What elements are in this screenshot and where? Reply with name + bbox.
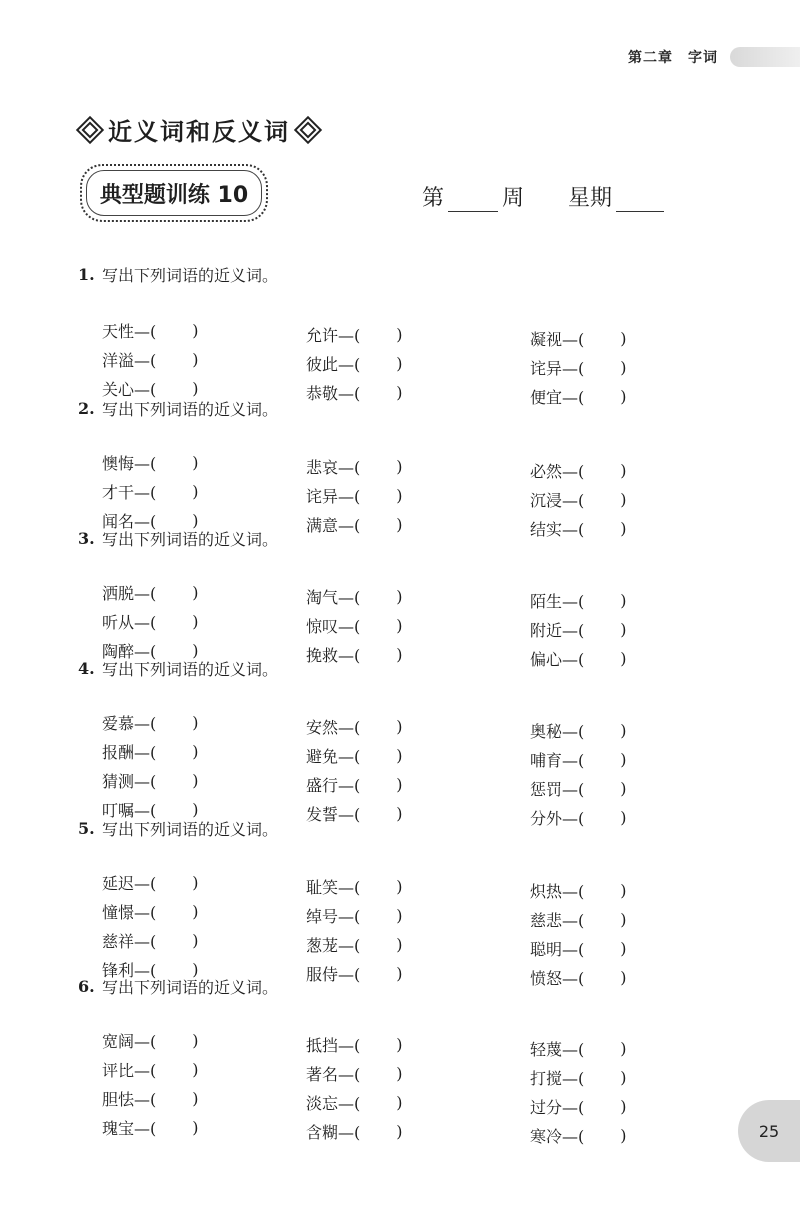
answer-blank-close: ) — [192, 930, 199, 950]
synonym-item[interactable] — [306, 1061, 403, 1085]
synonym-item[interactable] — [102, 710, 199, 734]
question-number: 6. — [78, 976, 95, 996]
word-row — [78, 1115, 778, 1144]
synonym-item[interactable] — [306, 454, 403, 478]
answer-blank-close: ) — [192, 481, 199, 501]
word-prompt: 才干—( — [102, 482, 157, 502]
question-number: 3. — [78, 528, 95, 548]
word-row — [78, 450, 778, 479]
answer-blank-close: ) — [192, 452, 199, 472]
word-row — [78, 768, 778, 797]
answer-blank-close: ) — [396, 324, 403, 344]
word-prompt: 安然—( — [306, 717, 361, 737]
answer-blank-close: ) — [396, 1034, 403, 1054]
word-prompt: 天性—( — [102, 321, 157, 341]
week-prefix: 第 — [422, 186, 445, 211]
answer-blank-close: ) — [192, 1117, 199, 1137]
answer-blank-close: ) — [396, 905, 403, 925]
synonym-item[interactable] — [102, 1115, 199, 1139]
word-prompt: 过分—( — [530, 1097, 585, 1117]
answer-blank-close: ) — [620, 720, 627, 740]
question-number: 4. — [78, 658, 95, 678]
answer-blank-close: ) — [192, 799, 199, 819]
synonym-item[interactable] — [102, 318, 199, 342]
answer-blank-close: ) — [396, 615, 403, 635]
word-prompt: 奥秘—( — [530, 721, 585, 741]
word-row — [78, 609, 778, 638]
answer-blank-close: ) — [192, 611, 199, 631]
synonym-item[interactable] — [530, 384, 627, 408]
section-title-text: 近义词和反义词 — [108, 118, 290, 146]
answer-blank-close: ) — [192, 872, 199, 892]
synonym-item[interactable] — [102, 347, 199, 371]
answer-blank-close: ) — [620, 357, 627, 377]
answer-blank-close: ) — [620, 619, 627, 639]
synonym-item[interactable] — [306, 932, 403, 956]
word-prompt: 绰号—( — [306, 906, 361, 926]
synonym-item[interactable] — [102, 1028, 199, 1052]
answer-blank-close: ) — [396, 716, 403, 736]
word-prompt: 憧憬—( — [102, 902, 157, 922]
answer-blank-close: ) — [192, 378, 199, 398]
word-prompt: 恭敬—( — [306, 383, 361, 403]
word-prompt: 诧异—( — [306, 486, 361, 506]
question-number: 2. — [78, 398, 95, 418]
chapter-header — [628, 44, 800, 70]
answer-blank-close: ) — [192, 770, 199, 790]
synonym-item[interactable] — [530, 805, 627, 829]
synonym-item[interactable] — [306, 961, 403, 985]
synonym-item[interactable] — [306, 1119, 403, 1143]
word-row — [78, 899, 778, 928]
synonym-item[interactable] — [102, 609, 199, 633]
word-row — [78, 870, 778, 899]
synonym-item[interactable] — [530, 646, 627, 670]
word-row — [78, 739, 778, 768]
answer-blank-close: ) — [192, 741, 199, 761]
word-prompt: 猜测—( — [102, 771, 157, 791]
question-prompt — [78, 526, 278, 550]
answer-blank-close: ) — [192, 320, 199, 340]
word-prompt: 胆怯—( — [102, 1089, 157, 1109]
word-prompt: 服侍—( — [306, 964, 361, 984]
word-row — [78, 1086, 778, 1115]
question-text: 写出下列词语的近义词。 — [102, 819, 279, 839]
answer-blank-close: ) — [620, 1067, 627, 1087]
question-text: 写出下列词语的近义词。 — [102, 399, 279, 419]
word-prompt: 悲哀—( — [306, 457, 361, 477]
word-prompt: 便宜—( — [530, 387, 585, 407]
synonym-item[interactable] — [306, 1090, 403, 1114]
word-prompt: 惩罚—( — [530, 779, 585, 799]
answer-blank-close: ) — [396, 644, 403, 664]
answer-blank-close: ) — [192, 582, 199, 602]
day-word: 星期 — [568, 186, 613, 211]
synonym-item[interactable] — [306, 322, 403, 346]
question-prompt — [78, 816, 278, 840]
synonym-item[interactable] — [102, 450, 199, 474]
word-prompt: 必然—( — [530, 461, 585, 481]
synonym-item[interactable] — [306, 613, 403, 637]
answer-blank-close: ) — [192, 640, 199, 660]
word-prompt: 结实—( — [530, 519, 585, 539]
synonym-item[interactable] — [102, 479, 199, 503]
answer-blank-close: ) — [620, 880, 627, 900]
answer-blank-close: ) — [396, 586, 403, 606]
word-prompt: 陌生—( — [530, 591, 585, 611]
word-prompt: 避免—( — [306, 746, 361, 766]
word-prompt: 报酬—( — [102, 742, 157, 762]
word-prompt: 沉浸—( — [530, 490, 585, 510]
answer-blank-close: ) — [620, 590, 627, 610]
answer-blank-close: ) — [192, 349, 199, 369]
word-prompt: 轻蔑—( — [530, 1039, 585, 1059]
word-prompt: 抵挡—( — [306, 1035, 361, 1055]
word-prompt: 满意—( — [306, 515, 361, 535]
synonym-item[interactable] — [306, 512, 403, 536]
answer-blank-close: ) — [620, 328, 627, 348]
synonym-item[interactable] — [102, 1086, 199, 1110]
answer-blank-close: ) — [620, 807, 627, 827]
answer-blank-close: ) — [620, 909, 627, 929]
synonym-item[interactable] — [102, 870, 199, 894]
answer-blank-close: ) — [396, 745, 403, 765]
synonym-item[interactable] — [530, 516, 627, 540]
word-prompt: 淘气—( — [306, 587, 361, 607]
word-prompt: 关心—( — [102, 379, 157, 399]
word-row — [78, 928, 778, 957]
word-prompt: 陶醉—( — [102, 641, 157, 661]
word-prompt: 爱慕—( — [102, 713, 157, 733]
word-prompt: 洒脱—( — [102, 583, 157, 603]
word-row — [78, 479, 778, 508]
synonym-item[interactable] — [306, 584, 403, 608]
week-day-line — [422, 176, 664, 212]
question-text: 写出下列词语的近义词。 — [102, 977, 279, 997]
word-prompt: 惊叹—( — [306, 616, 361, 636]
word-prompt: 宽阔—( — [102, 1031, 157, 1051]
synonym-item[interactable] — [102, 899, 199, 923]
question-text: 写出下列词语的近义词。 — [102, 659, 279, 679]
synonym-item[interactable] — [306, 714, 403, 738]
word-prompt: 发誓—( — [306, 804, 361, 824]
training-label-box — [80, 164, 268, 222]
question-1 — [78, 262, 627, 407]
answer-blank-close: ) — [396, 456, 403, 476]
answer-blank-close: ) — [620, 648, 627, 668]
answer-blank-close: ) — [620, 460, 627, 480]
diamond-icon — [294, 115, 322, 143]
word-prompt: 愤怒—( — [530, 968, 585, 988]
word-prompt: 附近—( — [530, 620, 585, 640]
word-row — [78, 347, 778, 376]
answer-blank-close: ) — [396, 774, 403, 794]
answer-blank-close: ) — [620, 778, 627, 798]
word-prompt: 打搅—( — [530, 1068, 585, 1088]
word-prompt: 彼此—( — [306, 354, 361, 374]
answer-blank-close: ) — [396, 963, 403, 983]
answer-blank-close: ) — [192, 712, 199, 732]
question-text: 写出下列词语的近义词。 — [102, 529, 279, 549]
answer-blank-close: ) — [396, 934, 403, 954]
answer-blank-close: ) — [396, 1121, 403, 1141]
word-row — [78, 580, 778, 609]
synonym-item[interactable] — [102, 580, 199, 604]
synonym-item[interactable] — [306, 380, 403, 404]
synonym-item[interactable] — [530, 965, 627, 989]
answer-blank-close: ) — [192, 510, 199, 530]
question-number: 1. — [78, 264, 95, 284]
page-number: 25 — [738, 1100, 800, 1162]
word-prompt: 瑰宝—( — [102, 1118, 157, 1138]
day-blank[interactable] — [616, 184, 664, 212]
word-prompt: 锋利—( — [102, 960, 157, 980]
training-label: 典型题训练 10 — [99, 182, 249, 208]
word-prompt: 寒冷—( — [530, 1126, 585, 1146]
answer-blank-close: ) — [192, 1059, 199, 1079]
word-prompt: 葱茏—( — [306, 935, 361, 955]
word-prompt: 哺育—( — [530, 750, 585, 770]
answer-blank-close: ) — [620, 518, 627, 538]
word-prompt: 耻笑—( — [306, 877, 361, 897]
word-prompt: 聪明—( — [530, 939, 585, 959]
answer-blank-close: ) — [396, 1063, 403, 1083]
synonym-item[interactable] — [306, 743, 403, 767]
synonym-item[interactable] — [306, 642, 403, 666]
answer-blank-close: ) — [620, 938, 627, 958]
diamond-icon — [76, 115, 104, 143]
synonym-item[interactable] — [530, 1123, 627, 1147]
word-prompt: 挽救—( — [306, 645, 361, 665]
word-prompt: 盛行—( — [306, 775, 361, 795]
word-prompt: 慈悲—( — [530, 910, 585, 930]
answer-blank-close: ) — [396, 876, 403, 896]
answer-blank-close: ) — [192, 901, 199, 921]
question-number: 5. — [78, 818, 95, 838]
word-prompt: 慈祥—( — [102, 931, 157, 951]
word-prompt: 延迟—( — [102, 873, 157, 893]
answer-blank-close: ) — [192, 959, 199, 979]
synonym-item[interactable] — [306, 1032, 403, 1056]
answer-blank-close: ) — [396, 514, 403, 534]
answer-blank-close: ) — [192, 1088, 199, 1108]
word-prompt: 叮嘱—( — [102, 800, 157, 820]
word-prompt: 评比—( — [102, 1060, 157, 1080]
answer-blank-close: ) — [620, 967, 627, 987]
synonym-item[interactable] — [306, 801, 403, 825]
answer-blank-close: ) — [396, 353, 403, 373]
answer-blank-close: ) — [620, 386, 627, 406]
word-row — [78, 1057, 778, 1086]
synonym-item[interactable] — [306, 903, 403, 927]
word-prompt: 凝视—( — [530, 329, 585, 349]
week-word: 周 — [502, 186, 525, 211]
synonym-item[interactable] — [102, 739, 199, 763]
question-prompt — [78, 396, 278, 420]
answer-blank-close: ) — [620, 489, 627, 509]
synonym-item[interactable] — [102, 928, 199, 952]
synonym-item[interactable] — [306, 874, 403, 898]
synonym-item[interactable] — [102, 768, 199, 792]
chapter-label: 第二章 字词 — [628, 50, 718, 66]
word-prompt: 分外—( — [530, 808, 585, 828]
question-prompt — [78, 262, 278, 286]
word-prompt: 懊悔—( — [102, 453, 157, 473]
word-prompt: 炽热—( — [530, 881, 585, 901]
question-text: 写出下列词语的近义词。 — [102, 265, 279, 285]
word-prompt: 著名—( — [306, 1064, 361, 1084]
question-prompt — [78, 656, 278, 680]
word-prompt: 偏心—( — [530, 649, 585, 669]
answer-blank-close: ) — [396, 485, 403, 505]
answer-blank-close: ) — [396, 1092, 403, 1112]
word-row — [78, 1028, 778, 1057]
synonym-item[interactable] — [306, 483, 403, 507]
word-prompt: 闻名—( — [102, 511, 157, 531]
answer-blank-close: ) — [620, 1038, 627, 1058]
synonym-item[interactable] — [102, 1057, 199, 1081]
word-prompt: 听从—( — [102, 612, 157, 632]
answer-blank-close: ) — [192, 1030, 199, 1050]
word-prompt: 淡忘—( — [306, 1093, 361, 1113]
question-prompt — [78, 974, 278, 998]
week-blank[interactable] — [448, 184, 498, 212]
answer-blank-close: ) — [396, 803, 403, 823]
word-prompt: 允许—( — [306, 325, 361, 345]
chapter-tab-decoration — [730, 47, 800, 67]
synonym-item[interactable] — [306, 772, 403, 796]
synonym-item[interactable] — [306, 351, 403, 375]
word-row — [78, 710, 778, 739]
word-prompt: 洋溢—( — [102, 350, 157, 370]
answer-blank-close: ) — [620, 1125, 627, 1145]
answer-blank-close: ) — [396, 382, 403, 402]
word-row — [78, 318, 778, 347]
section-title — [80, 112, 318, 147]
answer-blank-close: ) — [620, 1096, 627, 1116]
answer-blank-close: ) — [620, 749, 627, 769]
word-prompt: 诧异—( — [530, 358, 585, 378]
word-prompt: 含糊—( — [306, 1122, 361, 1142]
